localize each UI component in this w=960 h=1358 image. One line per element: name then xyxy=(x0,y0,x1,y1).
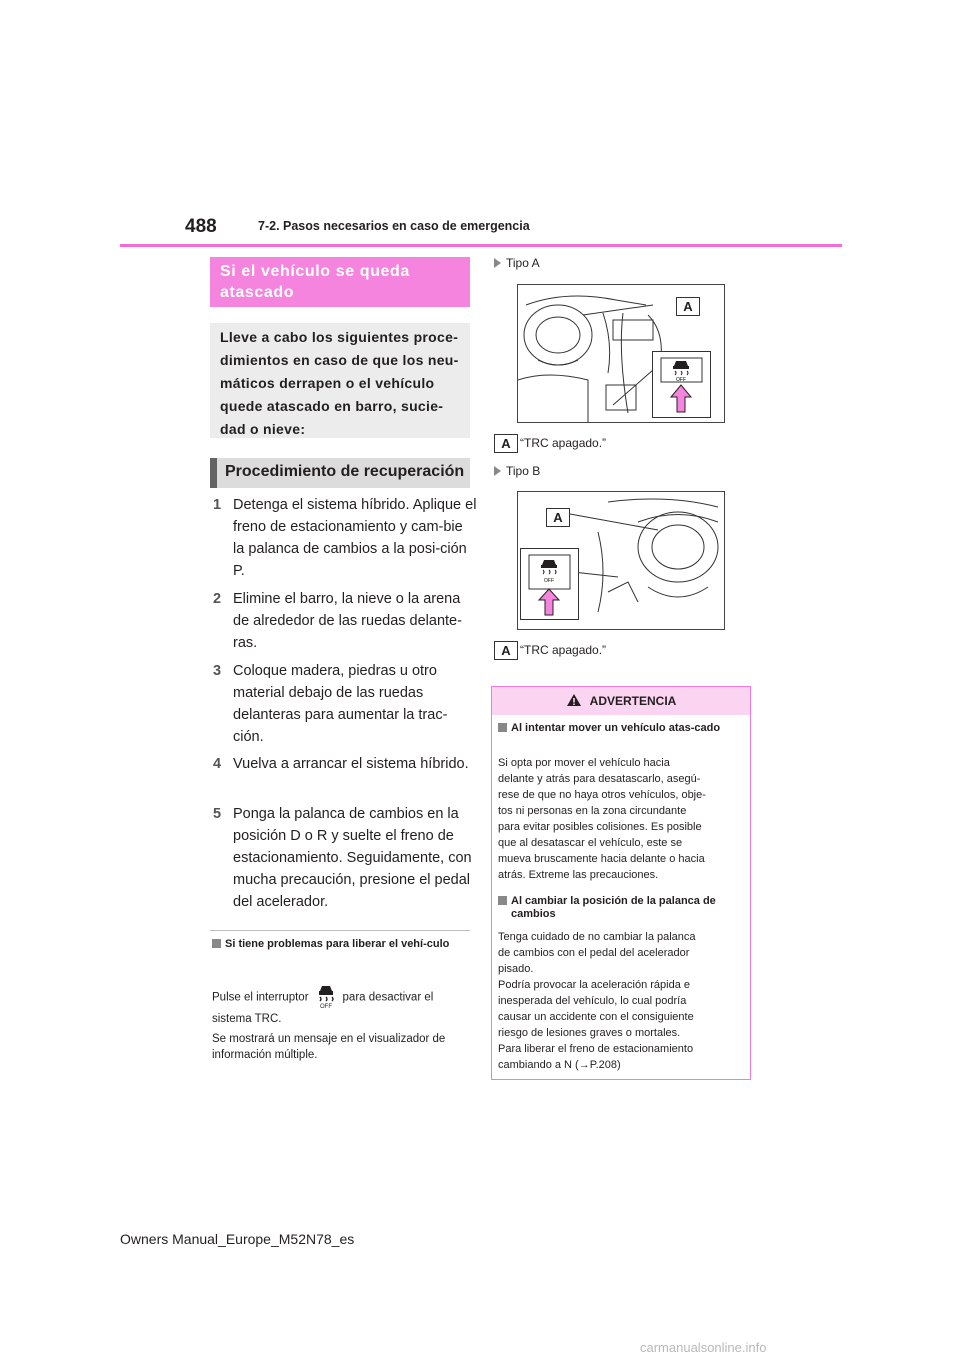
page-number: 488 xyxy=(185,216,217,237)
procedure-heading: Procedimiento de recuperación xyxy=(210,458,470,488)
note-text-line1 xyxy=(212,982,474,1013)
main-heading: Si el vehículo se queda atascado xyxy=(210,257,470,307)
step-text: Vuelva a arrancar el sistema híbrido. xyxy=(233,756,469,772)
type-a-text: Tipo A xyxy=(506,256,540,270)
warning-box xyxy=(491,686,751,1080)
square-bullet-icon xyxy=(498,723,507,732)
step-5 xyxy=(213,803,478,913)
square-bullet-icon xyxy=(498,896,507,905)
note-text-before: Pulse el interruptor xyxy=(212,991,309,1004)
triangle-bullet-icon xyxy=(494,258,501,268)
footer-manual-id: Owners Manual_Europe_M52N78_es xyxy=(120,1231,355,1247)
illustration-type-b xyxy=(517,491,725,630)
note-heading-text: Si tiene problemas para liberar el vehí-culo xyxy=(225,938,450,950)
note-text-after: para desactivar el xyxy=(342,991,434,1004)
step-2 xyxy=(213,588,478,654)
step-number: 2 xyxy=(213,591,222,607)
note-divider xyxy=(210,930,470,931)
warning-subheading-2 xyxy=(498,895,742,921)
trc-switch-closeup-b xyxy=(520,548,579,620)
step-text: Coloque madera, piedras u otro material debajo de las ruedas delanteras para aumentar la trac-ción. xyxy=(233,663,448,745)
step-text: Ponga la palanca de cambios en la posición D o R y suelte el freno de estacionamiento. Seguidamente, con mucha precaución, presione el pedal del acelerador. xyxy=(233,806,472,910)
watermark: carmanualsonline.info xyxy=(640,1340,767,1355)
trc-off-switch-icon xyxy=(315,982,337,1013)
step-3 xyxy=(213,660,478,748)
step-number: 4 xyxy=(213,756,222,772)
step-text: Elimine el barro, la nieve o la arena de alrededor de las ruedas delante-ras. xyxy=(233,591,462,651)
callout-a-label: A xyxy=(676,297,700,316)
warning-text-1: Si opta por mover el vehículo hacia delante y atrás para desatascarlo, asegú- rese de que no haya otros vehículos, obje- tos ni personas en la zona circundante para evitar posibles colisiones. Es posible que al desatascar el vehículo, este se mueva bruscamente hacia delante o hacia atrás. Extreme las precauciones. xyxy=(498,757,706,881)
type-a-label xyxy=(494,256,540,270)
step-text: Detenga el sistema híbrido. Aplique el freno de estacionamiento y cam-bie la palanca de cambios a la posi-ción P. xyxy=(233,497,477,579)
note-text-line3: Se mostrará un mensaje en el visualizador de información múltiple. xyxy=(212,1033,446,1061)
warning-subheading-1-text: Al intentar mover un vehículo atas-cado xyxy=(511,722,721,734)
switch-off-label: OFF xyxy=(676,377,686,383)
warning-header xyxy=(492,687,750,715)
type-b-text: Tipo B xyxy=(506,464,541,478)
warning-text-2: Tenga cuidado de no cambiar la palanca de cambios con el pedal del acelerador pisado. Podría provocar la aceleración rápida e inesperada del vehículo, lo cual podría causar un accidente con el consiguiente riesgo de lesiones graves o mortales. Para liberar el freno de estacionamiento cambiando a N (→P.208) xyxy=(498,931,696,1071)
square-bullet-icon xyxy=(212,939,221,948)
caption-type-b: “TRC apagado.” xyxy=(520,643,607,657)
warning-subheading-1 xyxy=(498,722,742,735)
switch-off-label: OFF xyxy=(544,578,554,584)
trc-switch-closeup-a xyxy=(652,351,711,418)
note-text-line2: sistema TRC. xyxy=(212,1013,282,1025)
warning-subheading-2-text: Al cambiar la posición de la palanca de cambios xyxy=(511,895,716,920)
note-heading xyxy=(212,938,474,951)
type-b-label xyxy=(494,464,540,478)
header-divider xyxy=(120,244,842,247)
illustration-type-a xyxy=(517,284,725,423)
intro-box: Lleve a cabo los siguientes proce-dimientos en caso de que los neu-máticos derrapen o el vehículo quede atascado en barro, sucie-dad o nieve: xyxy=(210,323,470,438)
step-number: 5 xyxy=(213,806,222,822)
caption-a-label: A xyxy=(494,641,518,660)
warning-title: ADVERTENCIA xyxy=(589,694,677,708)
step-1 xyxy=(213,494,478,582)
caption-a-label: A xyxy=(494,434,518,453)
callout-a-label: A xyxy=(546,508,570,527)
warning-triangle-icon xyxy=(566,689,582,717)
section-title: 7-2. Pasos necesarios en caso de emergencia xyxy=(258,219,530,233)
caption-type-a: “TRC apagado.” xyxy=(520,436,607,450)
step-number: 3 xyxy=(213,663,222,679)
step-number: 1 xyxy=(213,497,222,513)
triangle-bullet-icon xyxy=(494,466,501,476)
switch-off-label: OFF xyxy=(319,1004,332,1008)
step-4 xyxy=(213,753,478,775)
